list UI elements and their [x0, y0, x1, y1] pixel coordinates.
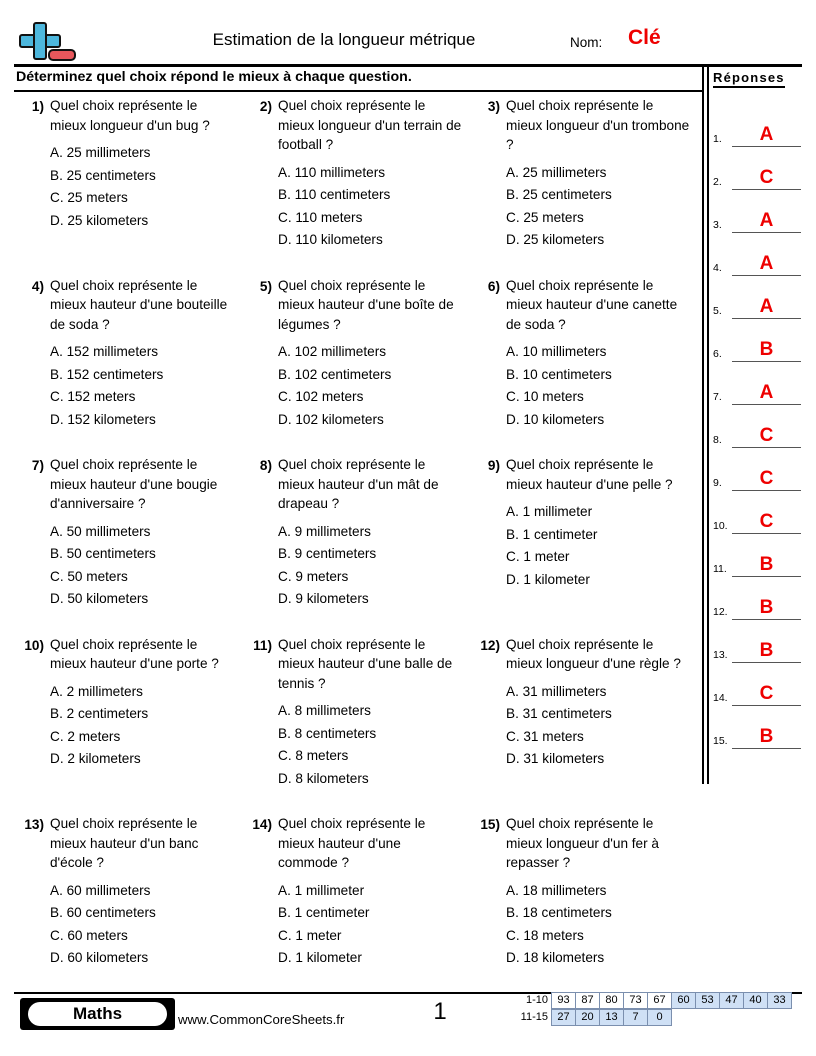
choice-option[interactable]: C. 50 meters: [50, 568, 128, 584]
page-number: 1: [433, 998, 447, 1025]
choice-list: [506, 501, 692, 591]
answer-index: 3.: [713, 219, 722, 231]
grading-scale-cell: 33: [767, 992, 792, 1009]
answer-row: [713, 577, 801, 620]
answer-index: 4.: [713, 262, 722, 274]
instructions-divider: [14, 90, 702, 92]
grading-scale-cell: 27: [551, 1009, 576, 1026]
question-text: Quel choix représente le mieux hauteur d'un banc d'école ?: [50, 816, 199, 870]
answer-row: [713, 448, 801, 491]
question-number: 7): [31, 458, 44, 473]
answer-index: 12.: [713, 606, 728, 618]
choice-option[interactable]: B. 102 centimeters: [278, 366, 392, 382]
choice-option[interactable]: B. 1 centimeter: [506, 526, 598, 542]
grading-scale-row: [504, 992, 792, 1009]
answer-value[interactable]: C: [759, 167, 774, 188]
choice-list: [50, 142, 236, 232]
question-text: Quel choix représente le mieux longueur d'un trombone ?: [506, 98, 690, 152]
choice-list: [278, 521, 464, 611]
choice-option[interactable]: B. 2 centimeters: [50, 706, 149, 721]
choice-option[interactable]: A. 60 millimeters: [50, 882, 151, 898]
question-text: Quel choix représente le mieux hauteur d'une commode ?: [278, 816, 426, 870]
question-text: Quel choix représente le mieux hauteur d'une pelle ?: [506, 457, 673, 492]
answer-blank-line: [732, 748, 801, 749]
answer-index: 1.: [713, 133, 722, 145]
choice-list: [50, 521, 236, 611]
site-logo: [14, 20, 76, 66]
answer-row: [713, 319, 801, 362]
brand-badge: [20, 998, 175, 1030]
answer-index: 14.: [713, 692, 728, 704]
choice-option[interactable]: D. 8 kilometers: [278, 770, 369, 786]
question-row: [14, 276, 698, 432]
choice-list: [278, 880, 464, 970]
question-row: [14, 455, 698, 611]
choice-list: [50, 880, 236, 970]
choice-option[interactable]: B. 50 centimeters: [50, 546, 156, 561]
choice-option[interactable]: A. 152 millimeters: [50, 344, 159, 359]
answer-value[interactable]: C: [759, 511, 774, 532]
grading-scale-row: [504, 1009, 792, 1026]
choice-option[interactable]: C. 25 meters: [50, 190, 128, 205]
question-cell: [14, 635, 242, 791]
choice-option[interactable]: D. 60 kilometers: [50, 950, 149, 965]
choice-option[interactable]: B. 9 centimeters: [278, 546, 377, 561]
answer-value[interactable]: C: [759, 683, 774, 704]
choice-option[interactable]: A. 10 millimeters: [506, 344, 607, 359]
grading-scale-cell: 60: [671, 992, 696, 1009]
question-number: 11): [253, 637, 272, 653]
question-number: 12): [480, 637, 500, 653]
choice-option[interactable]: D. 110 kilometers: [278, 232, 383, 247]
choice-list: [50, 681, 236, 771]
choice-option[interactable]: A. 31 millimeters: [506, 683, 607, 699]
page-header: [14, 18, 802, 68]
question-cell: [470, 96, 698, 252]
choice-list: [278, 700, 464, 790]
header-divider: [14, 64, 802, 67]
grading-scale-cell: 0: [647, 1009, 672, 1026]
choice-option[interactable]: C. 110 meters: [278, 209, 363, 225]
question-cell: [14, 276, 242, 432]
answer-index: 13.: [713, 649, 728, 661]
grading-scale-row-label: 1-10: [525, 994, 548, 1006]
question-number: 13): [24, 817, 44, 832]
choice-list: [506, 341, 692, 431]
question-cell: [242, 814, 470, 970]
brand-label: Maths: [28, 1002, 167, 1026]
choice-list: [278, 341, 464, 431]
question-cell: [14, 455, 242, 611]
choice-option[interactable]: B. 1 centimeter: [278, 905, 370, 920]
choice-option[interactable]: D. 1 kilometer: [506, 571, 590, 587]
question-cell: [242, 635, 470, 791]
question-text: Quel choix représente le mieux hauteur d'un mât de drapeau ?: [278, 457, 439, 511]
answer-row: [713, 706, 801, 749]
choice-option[interactable]: C. 31 meters: [506, 728, 584, 744]
choice-list: [278, 162, 464, 252]
choice-option[interactable]: D. 2 kilometers: [50, 751, 141, 766]
question-text: Quel choix représente le mieux longueur d'une règle ?: [506, 636, 681, 671]
choice-option[interactable]: C. 8 meters: [278, 748, 349, 763]
question-cell: [242, 455, 470, 611]
question-number: 5): [259, 278, 272, 294]
question-number: 15): [480, 817, 500, 832]
choice-option[interactable]: C. 2 meters: [50, 728, 121, 744]
question-cell: [470, 814, 698, 970]
grading-scale-cell: 40: [743, 992, 768, 1009]
answer-value[interactable]: A: [759, 253, 774, 274]
plus-icon-center: [35, 36, 45, 46]
choice-option[interactable]: C. 10 meters: [506, 389, 584, 404]
choice-list: [506, 162, 692, 252]
answer-value[interactable]: C: [759, 425, 774, 446]
answer-value[interactable]: A: [759, 124, 774, 145]
grading-scale-cell: 80: [599, 992, 624, 1009]
answer-index: 5.: [713, 305, 722, 317]
question-cell: [470, 455, 698, 611]
answer-value[interactable]: C: [759, 468, 774, 489]
choice-option[interactable]: A. 110 millimeters: [278, 164, 386, 180]
choice-option[interactable]: A. 25 millimeters: [50, 145, 151, 160]
choice-option[interactable]: C. 18 meters: [506, 927, 584, 943]
choice-option[interactable]: B. 25 centimeters: [506, 187, 612, 202]
questions-grid: [14, 96, 698, 970]
answer-row: [713, 534, 801, 577]
grading-scale-table: [504, 992, 792, 1026]
question-cell: [470, 276, 698, 432]
choice-option[interactable]: A. 1 millimeter: [278, 882, 365, 898]
answer-row: [713, 276, 801, 319]
question-text: Quel choix représente le mieux hauteur d'une boîte de légumes ?: [278, 277, 454, 332]
choice-option[interactable]: D. 1 kilometer: [278, 950, 362, 965]
choice-option[interactable]: A. 25 millimeters: [506, 164, 607, 180]
question-text: Quel choix représente le mieux hauteur d'une bougie d'anniversaire ?: [50, 457, 218, 511]
question-row: [14, 814, 698, 970]
choice-option[interactable]: A. 1 millimeter: [506, 504, 593, 519]
choice-option[interactable]: D. 10 kilometers: [506, 411, 605, 427]
answer-index: 15.: [713, 735, 728, 747]
choice-option[interactable]: D. 25 kilometers: [506, 232, 605, 247]
answer-value[interactable]: A: [759, 296, 774, 317]
answer-index: 11.: [713, 563, 727, 575]
answer-value[interactable]: B: [759, 554, 774, 575]
grading-scale-cell: 7: [623, 1009, 648, 1026]
question-cell: [14, 814, 242, 970]
answer-key-panel: [702, 64, 802, 784]
answer-row: [713, 147, 801, 190]
page-title: Estimation de la longueur métrique: [212, 30, 476, 49]
choice-option[interactable]: A. 50 millimeters: [50, 523, 151, 539]
answer-value[interactable]: B: [759, 640, 774, 661]
choice-option[interactable]: D. 25 kilometers: [50, 212, 149, 228]
choice-option[interactable]: D. 9 kilometers: [278, 591, 369, 606]
grading-scale-cell: 73: [623, 992, 648, 1009]
choice-option[interactable]: D. 50 kilometers: [50, 591, 149, 606]
choice-option[interactable]: B. 10 centimeters: [506, 366, 612, 382]
name-label: Nom:: [570, 35, 603, 50]
choice-option[interactable]: B. 25 centimeters: [50, 167, 156, 183]
answer-index: 8.: [713, 434, 722, 446]
answer-value[interactable]: A: [759, 382, 774, 403]
grading-scale-cell: 53: [695, 992, 720, 1009]
answer-key-title: Réponses: [713, 70, 785, 88]
answer-index: 7.: [713, 391, 722, 403]
answer-row: [713, 362, 801, 405]
answer-value[interactable]: B: [759, 339, 774, 360]
answer-index: 10.: [713, 520, 728, 532]
question-text: Quel choix représente le mieux longueur d'un bug ?: [50, 98, 210, 133]
answer-index: 9.: [713, 477, 722, 489]
choice-list: [506, 681, 692, 771]
answer-row: [713, 620, 801, 663]
question-cell: [242, 276, 470, 432]
choice-option[interactable]: C. 102 meters: [278, 389, 364, 404]
question-number: 10): [24, 637, 44, 653]
choice-option[interactable]: B. 8 centimeters: [278, 725, 377, 741]
question-text: Quel choix représente le mieux longueur d'un fer à repasser ?: [506, 816, 659, 870]
choice-option[interactable]: D. 102 kilometers: [278, 411, 384, 427]
answer-panel-divider-right: [707, 64, 709, 784]
grading-scale-cell: 20: [575, 1009, 600, 1026]
choice-option[interactable]: C. 60 meters: [50, 927, 128, 943]
site-url[interactable]: www.CommonCoreSheets.fr: [178, 1012, 345, 1027]
choice-option[interactable]: B. 60 centimeters: [50, 905, 156, 920]
question-row: [14, 96, 698, 252]
question-number: 14): [252, 817, 272, 832]
question-text: Quel choix représente le mieux hauteur d'une balle de tennis ?: [278, 636, 453, 691]
answer-row: [713, 491, 801, 534]
question-cell: [242, 96, 470, 252]
grading-scale-cell: 67: [647, 992, 672, 1009]
choice-option[interactable]: A. 9 millimeters: [278, 523, 371, 539]
choice-option[interactable]: A. 2 millimeters: [50, 683, 143, 699]
question-text: Quel choix représente le mieux hauteur d'une porte ?: [50, 636, 219, 671]
answer-key-list: [713, 104, 801, 749]
choice-option[interactable]: C. 1 meter: [506, 549, 570, 564]
choice-option[interactable]: B. 152 centimeters: [50, 366, 164, 382]
choice-option[interactable]: D. 18 kilometers: [506, 950, 605, 965]
question-text: Quel choix représente le mieux hauteur d'une canette de soda ?: [506, 277, 678, 332]
answer-row: [713, 104, 801, 147]
choice-option[interactable]: D. 152 kilometers: [50, 411, 156, 427]
answer-value[interactable]: B: [759, 726, 774, 747]
answer-value[interactable]: A: [759, 210, 774, 231]
grading-scale-cell: 47: [719, 992, 744, 1009]
question-cell: [470, 635, 698, 791]
question-cell: [14, 96, 242, 252]
choice-option[interactable]: B. 18 centimeters: [506, 905, 612, 920]
choice-list: [506, 880, 692, 970]
instructions-text: Déterminez quel choix répond le mieux à chaque question.: [16, 69, 412, 85]
answer-index: 2.: [713, 176, 722, 188]
choice-list: [50, 341, 236, 431]
question-number: 8): [259, 458, 272, 473]
question-text: Quel choix représente le mieux longueur d'un terrain de football ?: [278, 98, 462, 152]
answer-row: [713, 233, 801, 276]
grading-scale-row-label: 11-15: [520, 1011, 548, 1023]
answer-value[interactable]: B: [759, 597, 774, 618]
answer-row: [713, 663, 801, 706]
answer-row: [713, 190, 801, 233]
name-value[interactable]: Clé: [628, 26, 661, 49]
grading-scale-cell: 93: [551, 992, 576, 1009]
question-number: 4): [31, 278, 44, 294]
question-number: 2): [259, 99, 272, 114]
answer-panel-divider-left: [702, 64, 704, 784]
question-number: 3): [487, 99, 500, 114]
choice-option[interactable]: C. 1 meter: [278, 927, 342, 943]
question-text: Quel choix représente le mieux hauteur d'une bouteille de soda ?: [50, 277, 228, 332]
choice-option[interactable]: B. 110 centimeters: [278, 187, 391, 202]
choice-option[interactable]: A. 102 millimeters: [278, 344, 387, 359]
choice-option[interactable]: A. 18 millimeters: [506, 882, 607, 898]
answer-index: 6.: [713, 348, 722, 360]
question-number: 6): [487, 278, 500, 294]
grading-scale-cell: 87: [575, 992, 600, 1009]
choice-option[interactable]: C. 152 meters: [50, 389, 136, 404]
choice-option[interactable]: A. 8 millimeters: [278, 703, 371, 718]
answer-row: [713, 405, 801, 448]
grading-scale-cell: 13: [599, 1009, 624, 1026]
choice-option[interactable]: D. 31 kilometers: [506, 751, 605, 766]
choice-option[interactable]: C. 9 meters: [278, 568, 349, 584]
question-number: 1): [31, 99, 44, 114]
choice-option[interactable]: B. 31 centimeters: [506, 706, 612, 721]
choice-option[interactable]: C. 25 meters: [506, 209, 584, 225]
question-row: [14, 635, 698, 791]
question-number: 9): [487, 458, 500, 473]
minus-icon: [48, 49, 76, 61]
